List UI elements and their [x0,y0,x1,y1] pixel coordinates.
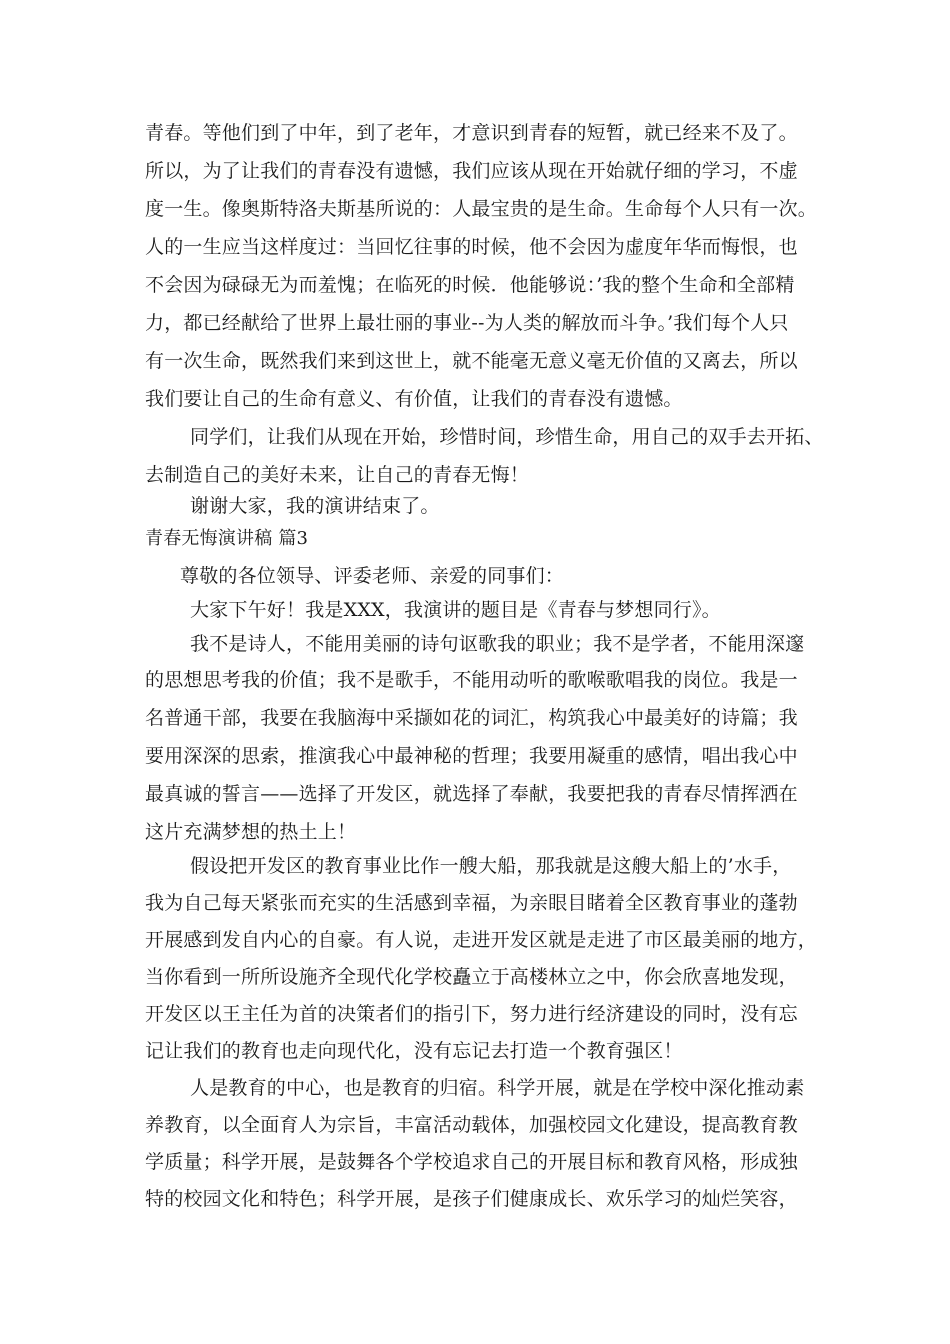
section-heading: 青春无悔演讲稿 篇3 [145,528,309,549]
text-line: 记让我们的教育也走向现代化，没有忘记去打造一个教育强区！ [145,1040,683,1062]
text-line: 有一次生命，既然我们来到这世上，就不能毫无意义毫无价值的又离去，所以 [145,350,798,372]
text-line: 特的校园文化和特色；科学开展，是孩子们健康成长、欢乐学习的灿烂笑容， [145,1188,798,1210]
text-line: 这片充满梦想的热土上！ [145,821,357,843]
text-line: 青春。等他们到了中年，到了老年，才意识到青春的短暂，就已经来不及了。 [145,122,798,144]
text-line: 开展感到发自内心的自豪。有人说，走进开发区就是走进了市区最美丽的地方， [145,929,818,951]
text-line: 力，都已经献给了世界上最壮丽的事业--为人类的解放而斗争。’我们每个人只 [145,312,789,334]
text-line: 名普通干部，我要在我脑海中采撷如花的词汇，构筑我心中最美好的诗篇；我 [145,707,798,729]
text-line: 的思想思考我的价值；我不是歌手，不能用动听的歌喉歌唱我的岗位。我是一 [145,669,798,691]
paragraph-first-line: 谢谢大家，我的演讲结束了。 [190,495,440,517]
text-line: 要用深深的思索，推演我心中最神秘的哲理；我要用凝重的感情，唱出我心中 [145,745,798,767]
text-line: 我们要让自己的生命有意义、有价值，让我们的青春没有遗憾。 [145,388,683,410]
text-line: 最真诚的誓言——选择了开发区，就选择了奉献，我要把我的青春尽情挥洒在 [145,783,798,805]
text-line: 去制造自己的美好未来，让自己的青春无悔！ [145,464,530,486]
paragraph-first-line: 人是教育的中心，也是教育的归宿。科学开展，就是在学校中深化推动素 [190,1077,805,1099]
text-line: 养教育，以全面育人为宗旨，丰富活动载体，加强校园文化建设，提高教育教 [145,1114,798,1136]
paragraph-first-line: 假设把开发区的教育事业比作一艘大船，那我就是这艘大船上的’水手， [190,855,792,877]
paragraph-first-line: 我不是诗人，不能用美丽的诗句讴歌我的职业；我不是学者，不能用深邃 [190,633,805,655]
text-line: 不会因为碌碌无为而羞愧；在临死的时候．他能够说：’我的整个生命和全部精 [145,274,795,296]
text-line: 当你看到一所所设施齐全现代化学校矗立于高楼林立之中，你会欣喜地发现， [145,966,798,988]
text-line: 开发区以王主任为首的决策者们的指引下，努力进行经济建设的同时，没有忘 [145,1003,798,1025]
paragraph-first-line: 大家下午好！我是XXX，我演讲的题目是《青春与梦想同行》。 [190,599,721,621]
text-line: 学质量；科学开展，是鼓舞各个学校追求自己的开展目标和教育风格，形成独 [145,1151,798,1173]
text-line: 度一生。像奥斯特洛夫斯基所说的：人最宝贵的是生命。生命每个人只有一次。 [145,198,818,220]
salutation: 尊敬的各位领导、评委老师、亲爱的同事们： [180,565,565,587]
text-line: 人的一生应当这样度过：当回忆往事的时候，他不会因为虚度年华而悔恨，也 [145,236,798,258]
paragraph-first-line: 同学们，让我们从现在开始，珍惜时间，珍惜生命，用自己的双手去开拓、 [190,426,824,448]
text-line: 我为自己每天紧张而充实的生活感到幸福，为亲眼目睹着全区教育事业的蓬勃 [145,892,798,914]
text-line: 所以，为了让我们的青春没有遗憾，我们应该从现在开始就仔细的学习，不虚 [145,160,798,182]
